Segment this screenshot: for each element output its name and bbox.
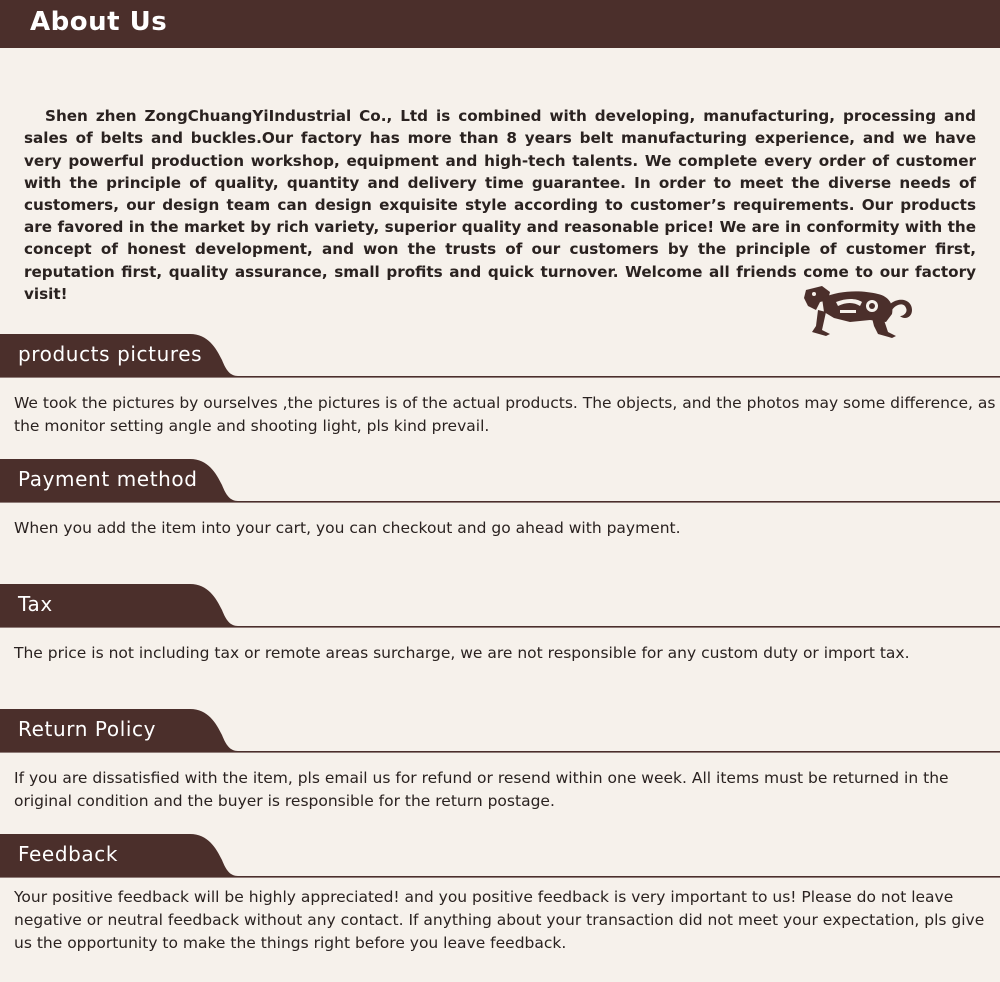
section-body-text: When you add the item into your cart, you can checkout and go ahead with payment.: [14, 519, 681, 537]
about-us-header-bar: [0, 0, 1000, 48]
section-title: products pictures: [18, 342, 203, 366]
section-body-text: Your positive feedback will be highly appreciated! and you positive feedback is very important to us! Please do not leave negative or neutral feedback without any contact. If anything about your transaction did not meet your expectation, pls give us the opportunity to make the things right before you leave feedback.: [14, 888, 985, 952]
section-body-text: The price is not including tax or remote areas surcharge, we are not responsible for any custom duty or import tax.: [14, 644, 910, 662]
section-header-3: [0, 584, 1000, 628]
leopard-logo-icon: [800, 282, 918, 342]
section-title: Feedback: [18, 842, 119, 866]
section-header-4: [0, 709, 1000, 753]
section-title: Tax: [18, 592, 53, 616]
section-tab-shape: [0, 834, 1000, 878]
section-body-text: If you are dissatisfied with the item, pls email us for refund or resend within one week. All items must be returned in the original condition and the buyer is responsible for the return postage.: [14, 769, 949, 810]
company-intro-paragraph: Shen zhen ZongChuangYiIndustrial Co., Ltd is combined with developing, manufacturing, processing and sales of belts and buckles.Our factory has more than 8 years belt manufacturing experience, and we have very powerful production workshop, equipment and high-tech talents. We complete every order of customer with the principle of quality, quantity and delivery time guarantee. In order to meet the diverse needs of customers, our design team can design exquisite style according to customer’s requirements. Our products are favored in the market by rich variety, superior quality and reasonable price! We are in conformity with the concept of honest development, and won the trusts of our customers by the principle of customer first, reputation first, quality assurance, small profits and quick turnover. Welcome all friends come to our factory visit!: [24, 107, 976, 303]
section-body-text: We took the pictures by ourselves ,the pictures is of the actual products. The objects, and the photos may some difference, as the monitor setting angle and shooting light, pls kind prevail.: [14, 394, 996, 435]
section-header-1: [0, 334, 1000, 378]
section-title: Return Policy: [18, 717, 157, 741]
section-title: Payment method: [18, 467, 198, 491]
page-title: About Us: [30, 7, 168, 37]
section-tab-shape: [0, 584, 1000, 628]
section-header-2: [0, 459, 1000, 503]
section-header-5: [0, 834, 1000, 878]
